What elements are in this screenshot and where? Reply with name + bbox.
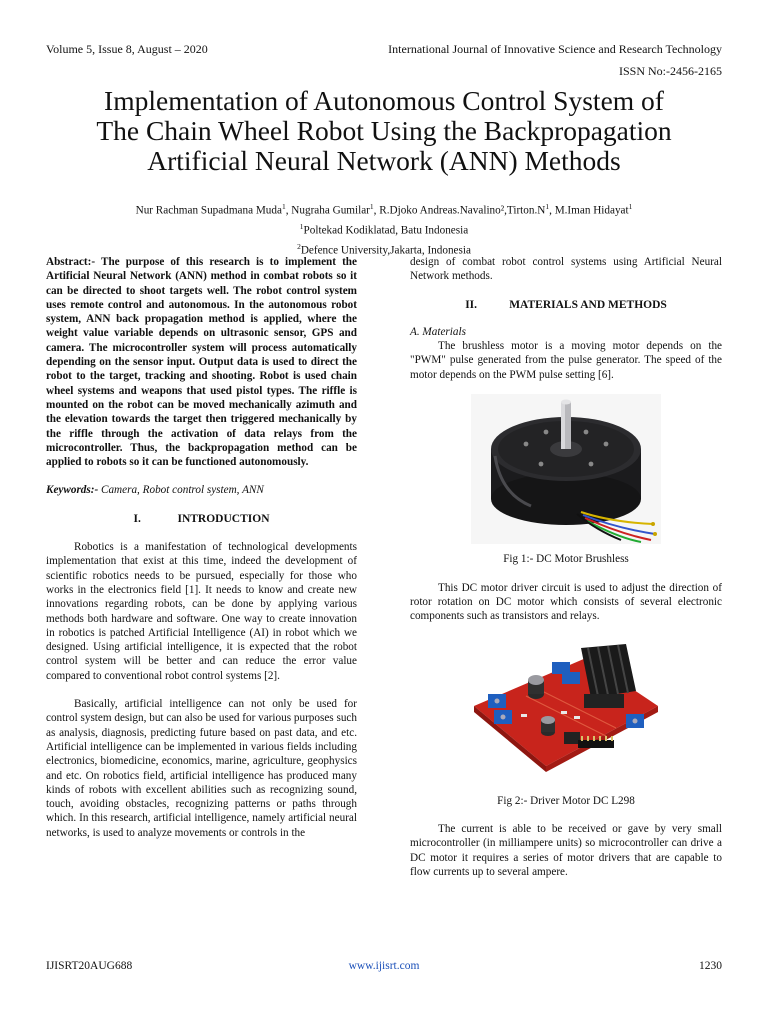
figure-caption-text: DC Motor Brushless	[533, 553, 629, 566]
title-line-2: The Chain Wheel Robot Using the Backpropagation	[96, 115, 672, 146]
keywords-text: Camera, Robot control system, ANN	[98, 484, 264, 497]
materials-paragraph: The brushless motor is a moving motor depends on the "PWM" pulse generated from the pulse generator. The speed of the motor depends on the PWM pulse setting [6].	[410, 340, 722, 381]
section-title: MATERIALS AND METHODS	[509, 298, 667, 311]
section-heading-materials-methods	[410, 298, 722, 312]
author-sep: ,	[285, 204, 292, 217]
figure-1	[410, 394, 722, 567]
author-sep: ,	[373, 204, 380, 217]
footer-paper-code: IJISRT20AUG688	[46, 960, 133, 972]
affiliation-sup: 2	[297, 242, 301, 252]
figure-caption-text: Driver Motor DC L298	[527, 794, 635, 807]
author-name: M.Iman Hidayat	[554, 204, 629, 217]
left-column	[46, 255, 357, 840]
intro-paragraph-1: Robotics is a manifestation of technological developments implementation that exist at this time, indeed the development of scientific robotics needs to be pursued, especially for those who works in the electronics field [1]. It needs to know and create new innovations regarding robots, can be done by applying various methods both hardware and software. One way to create innovation in robotics is patched Artificial Intelligence (AI) in robot which we designed. Using artificial intelligence, it is expected that the robot control system will be better and can reduce the error value compared to conventional robot control systems [2].	[46, 541, 357, 682]
figure-label: Fig 2:-	[497, 794, 528, 807]
figure-2-caption	[410, 794, 722, 808]
abstract: Abstract:- The purpose of this research is to implement the Artificial Neural Network (ANN) method in combat robots so it can be directed to shoot targets well. The robot control system uses remote control and autonomous. In the autonomous robot system, ANN back propagation method is applied, where the weight value variable depends on ultrasonic sensor, GPS and camera. The microcontroller system will process automatically depending on the sensor input. Output data is used to direct the robot to the target, tracking and shooting. Robot is used chain wheel systems and weapons that used pistol types. The riffle is mounted on the robot can be moved mechanically azimuth and the elevation towards the target then triggered mechanically by the riffle through the activation of data relays from the microcontroller. Thus, the backpropagation method can be applied to robots so it can be functioned autonomously.	[46, 256, 357, 469]
affiliation	[30, 219, 738, 239]
author-list	[30, 199, 738, 219]
author-sup: 1	[281, 202, 286, 211]
section-number: I.	[133, 512, 141, 525]
footer-website-link[interactable]: www.ijisrt.com	[348, 960, 420, 972]
right-paragraph-0: design of combat robot control systems using Artificial Neural Network methods.	[410, 256, 722, 283]
keywords-label: Keywords:-	[46, 484, 99, 497]
author-name: Nur Rachman Supadmana Muda	[135, 204, 282, 217]
title-line-1: Implementation of Autonomous Control System of	[104, 85, 664, 116]
section-heading-introduction	[46, 512, 357, 526]
header-issn: ISSN No:-2456-2165	[618, 64, 722, 78]
author-sup: 1	[369, 202, 374, 211]
author-name: Nugraha Gumilar	[291, 204, 370, 217]
author-sep: ,	[549, 204, 555, 217]
current-paragraph: The current is able to be received or gave by very small microcontroller (in milliampere units) so microcontroller can drive a DC motor it requires a series of motor drivers that are capable to flow currents up to several ampere.	[410, 823, 722, 879]
keywords	[46, 483, 357, 497]
motor-driver-board-image	[466, 636, 666, 786]
affiliation-text: Defence University,Jakarta, Indonesia	[300, 245, 471, 258]
author-name: R.Djoko Andreas.Navalino²,Tirton.N	[379, 204, 546, 217]
header-volume: Volume 5, Issue 8, August – 2020	[46, 42, 208, 56]
header-journal: International Journal of Innovative Science and Research Technology	[388, 42, 722, 56]
footer-page-number: 1230	[699, 960, 722, 972]
author-sup: 1	[545, 202, 550, 211]
author-sup: 1	[628, 202, 633, 211]
figure-label: Fig 1:-	[503, 553, 534, 566]
intro-paragraph-2: Basically, artificial intelligence can not only be used for control system design, but can also be used for various purposes such as analysis, diagnosis, predicting future based on past data, and etc. Artificial intelligence can be implemented in various fields including electronics, biomedicine, economics, marine, agriculture, geophysics and etc. On robotics field, artificial intelligence has produced many kinds of robots with excellent abilities such as recognizing sound, touch, avoiding obstacles, recognizing patterns or paths through which. In this research, artificial intelligence, namely artificial neural networks, is used to analyze movements or controls in the	[46, 698, 357, 839]
author-block	[30, 199, 738, 260]
affiliation-text: Poltekad Kodiklatad, Batu Indonesia	[303, 224, 469, 237]
figure-1-caption	[410, 552, 722, 566]
figure-2	[410, 636, 722, 809]
paper-title	[30, 86, 738, 176]
driver-paragraph: This DC motor driver circuit is used to adjust the direction of rotor rotation on DC motor which consists of several electronic components such as transistors and relays.	[410, 581, 722, 623]
section-number: II.	[465, 298, 478, 311]
affiliation-sup: 1	[299, 222, 304, 232]
right-column	[410, 255, 722, 879]
title-line-3: Artificial Neural Network (ANN) Methods	[147, 145, 621, 176]
subsection-materials: A. Materials	[410, 325, 466, 338]
section-title: INTRODUCTION	[177, 512, 270, 525]
brushless-motor-image	[471, 394, 661, 544]
